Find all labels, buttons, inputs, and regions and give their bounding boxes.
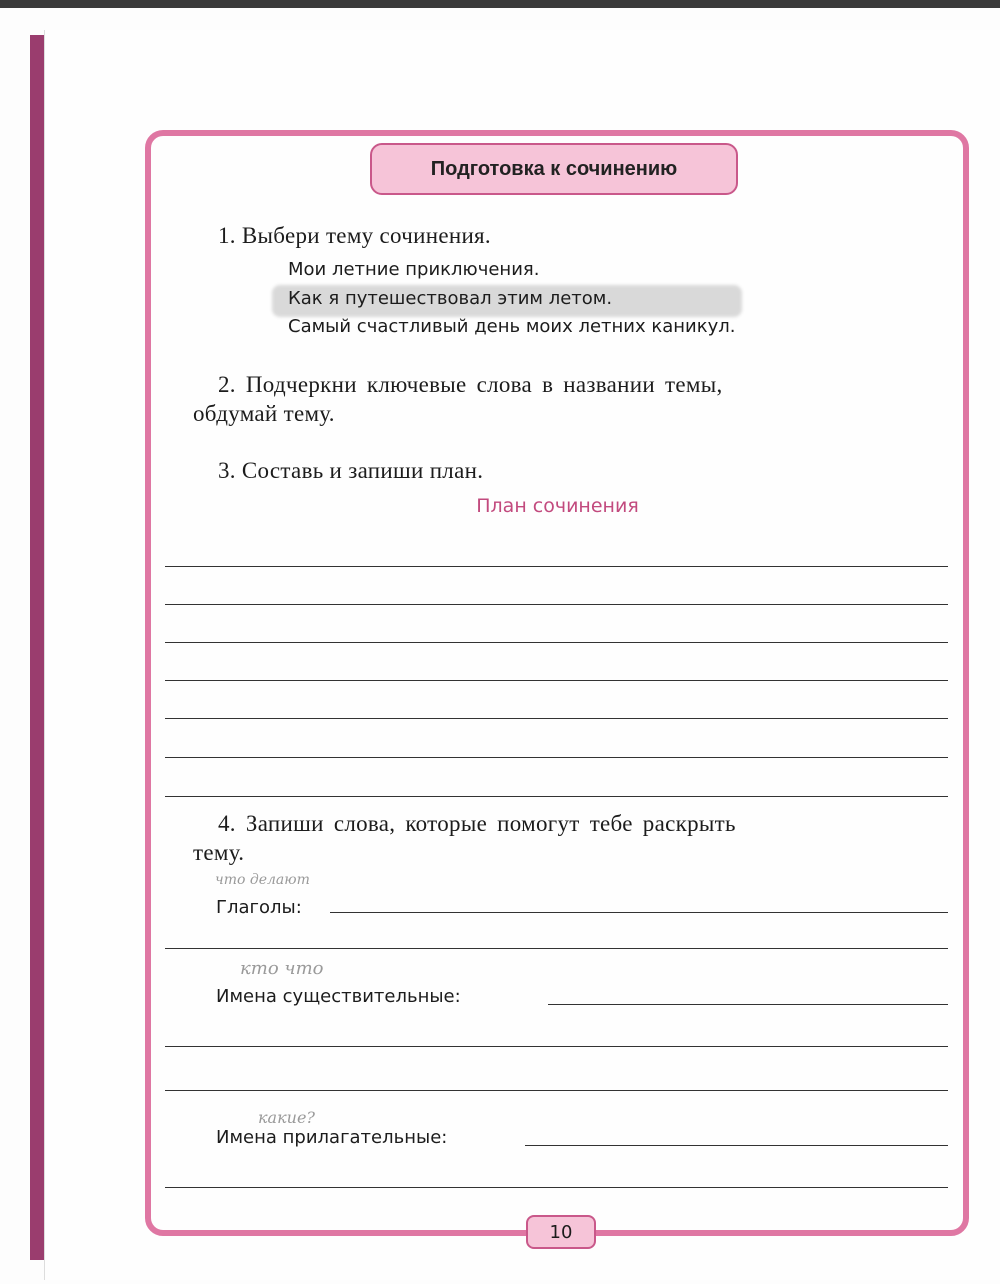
plan-line-6[interactable] — [165, 757, 948, 758]
task-4-text-line1: 4. Запиши слова, которые помогут тебе раскрыть — [218, 811, 736, 836]
plan-line-5[interactable] — [165, 718, 948, 719]
plan-title: План сочинения — [476, 495, 639, 517]
verbs-line-1[interactable] — [330, 912, 948, 913]
task-3-text: 3. Составь и запиши план. — [218, 458, 484, 483]
task-4-text-line2: тему. — [193, 840, 245, 865]
task-1-text: 1. Выбери тему сочинения. — [218, 223, 491, 248]
plan-line-1[interactable] — [165, 566, 948, 567]
verbs-label: Глаголы: — [216, 897, 302, 918]
nouns-line-2[interactable] — [165, 1046, 948, 1047]
handwritten-note: что делают — [215, 872, 310, 888]
scan-edge — [0, 0, 1000, 8]
plan-line-3[interactable] — [165, 642, 948, 643]
plan-line-7[interactable] — [165, 796, 948, 797]
plan-line-2[interactable] — [165, 604, 948, 605]
handwritten-note: кто что — [240, 958, 324, 979]
nouns-line-3[interactable] — [165, 1090, 948, 1091]
page-number: 10 — [526, 1215, 596, 1249]
topic-option-selected[interactable]: Как я путешествовал этим летом. — [288, 288, 613, 309]
adjectives-line-2[interactable] — [165, 1187, 948, 1188]
task-2-text-line2: обдумай тему. — [193, 401, 335, 426]
task-2-text-line1: 2. Подчеркни ключевые слова в названии темы, — [218, 372, 723, 397]
page-title: Подготовка к сочинению — [370, 143, 738, 195]
nouns-line-1[interactable] — [548, 1004, 948, 1005]
plan-line-4[interactable] — [165, 680, 948, 681]
book-spine — [30, 35, 44, 1260]
verbs-line-2[interactable] — [165, 948, 948, 949]
handwritten-note: какие? — [258, 1108, 315, 1127]
adjectives-label: Имена прилагательные: — [216, 1127, 448, 1148]
nouns-label: Имена существительные: — [216, 986, 461, 1007]
topic-option[interactable]: Мои летние приключения. — [288, 259, 540, 280]
adjectives-line-1[interactable] — [525, 1145, 948, 1146]
topic-option[interactable]: Самый счастливый день моих летних каникул. — [288, 316, 736, 337]
